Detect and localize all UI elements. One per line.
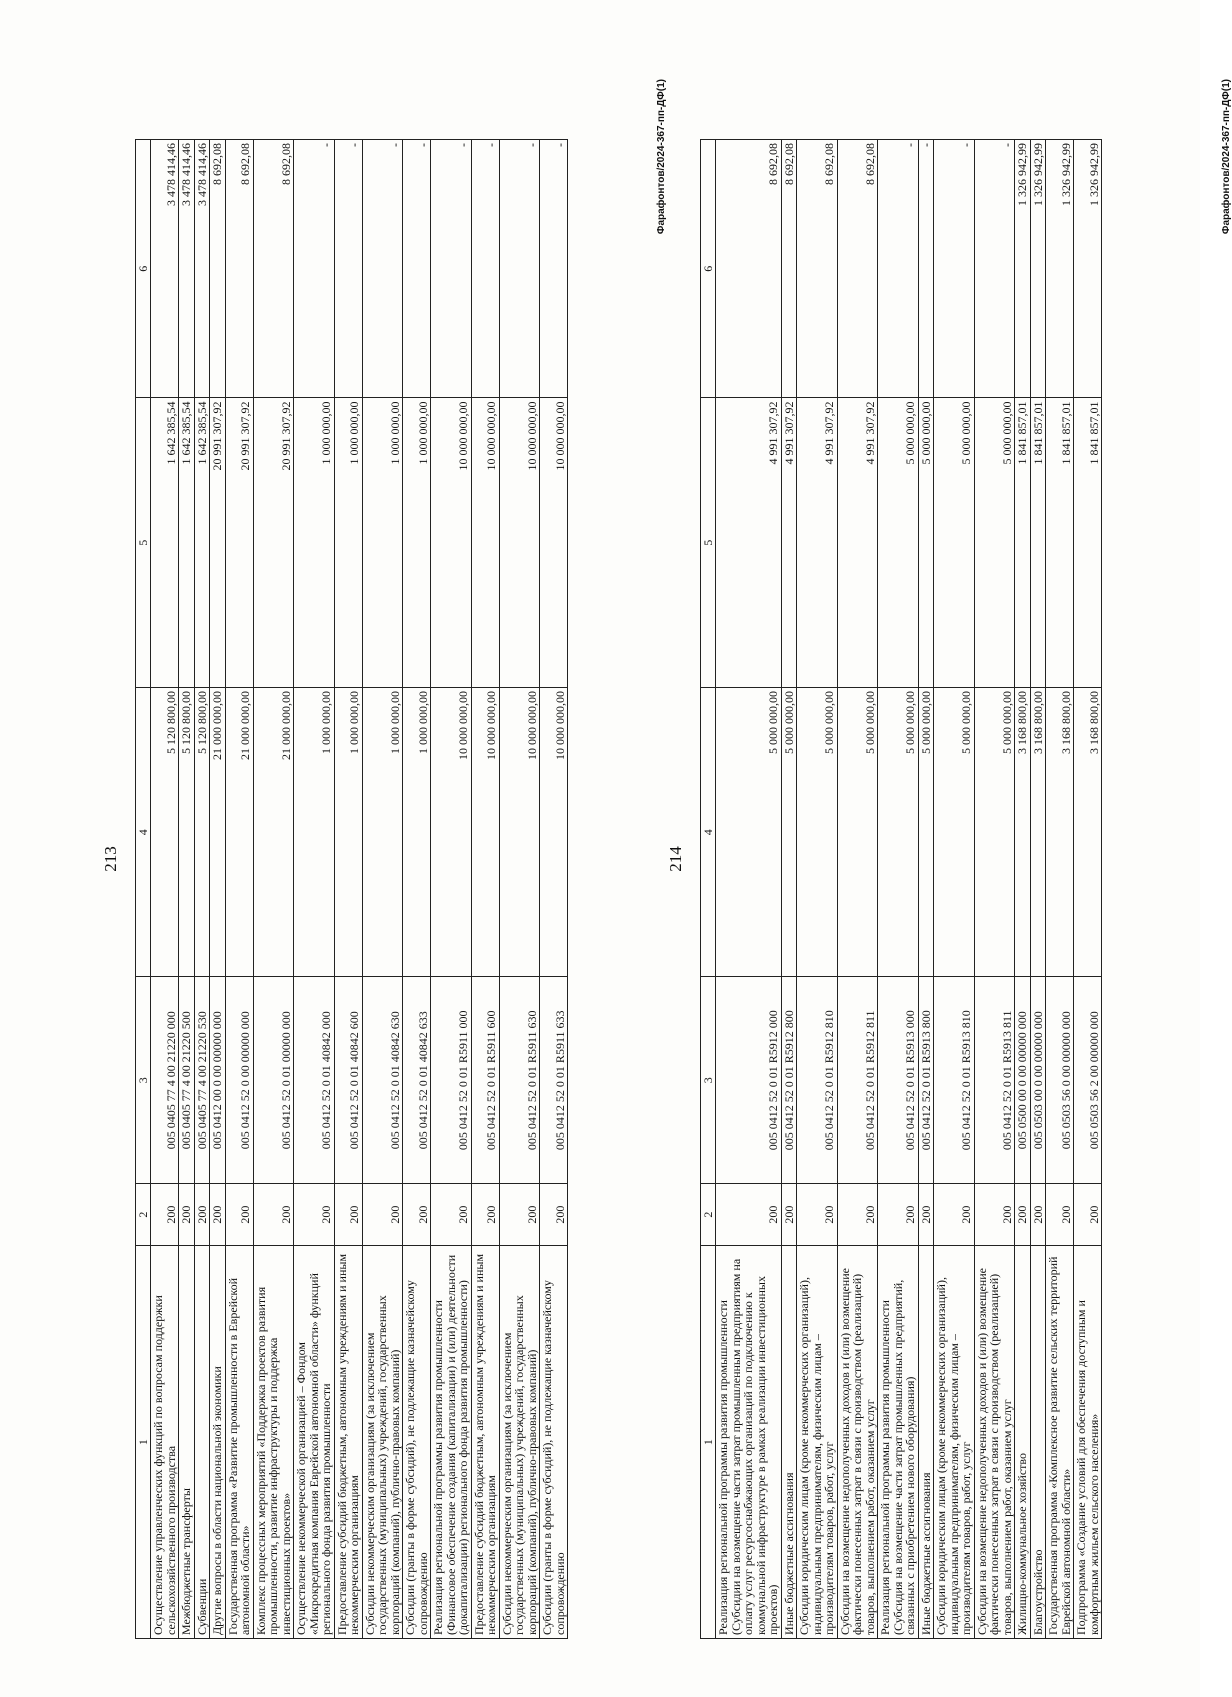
row-kbk-cell: 005 0412 52 0 01 R5912 800 — [781, 977, 797, 1184]
row-kbk-cell: 005 0412 52 0 01 R5913 000 — [878, 977, 919, 1184]
row-executed-cell: 4 991 307,92 — [716, 398, 782, 687]
row-executed-cell: 10 000 000,00 — [471, 398, 499, 687]
row-kbk-cell: 005 0405 77 4 00 21220 500 — [179, 977, 195, 1184]
row-name-cell: Субвенции — [194, 1246, 210, 1639]
budget-table — [135, 139, 568, 1639]
row-executed-cell: 4 991 307,92 — [781, 398, 797, 687]
row-remaining-cell: 8 692,08 — [716, 140, 782, 399]
row-code-cell: 200 — [151, 1184, 179, 1246]
row-name-cell: Благоустройство — [1030, 1246, 1046, 1639]
table-row — [362, 140, 403, 1639]
row-name-cell: Иные бюджетные ассигнования — [918, 1246, 934, 1639]
row-code-cell: 200 — [194, 1184, 210, 1246]
row-remaining-cell: 1 326 942,99 — [1074, 140, 1102, 399]
header-col-4: 4 — [136, 687, 151, 976]
table-row — [431, 140, 472, 1639]
row-approved-cell: 5 120 800,00 — [194, 687, 210, 976]
row-approved-cell: 3 168 800,00 — [1046, 687, 1074, 976]
row-remaining-cell: 8 692,08 — [781, 140, 797, 399]
row-code-cell: 200 — [225, 1184, 253, 1246]
row-remaining-cell: - — [540, 140, 568, 399]
row-approved-cell: 5 000 000,00 — [934, 687, 975, 976]
page-214 — [660, 0, 1232, 1697]
row-name-cell: Осуществление управленческих функций по вопросам поддержки сельскохозяйственного производства — [151, 1246, 179, 1639]
row-name-cell: Другие вопросы в области национальной экономики — [210, 1246, 226, 1639]
row-executed-cell: 10 000 000,00 — [540, 398, 568, 687]
row-code-cell: 200 — [716, 1184, 782, 1246]
row-remaining-cell: - — [431, 140, 472, 399]
row-code-cell: 200 — [431, 1184, 472, 1246]
document-footer: Фарафонтов/2024-367-пп-ДФ(1) — [656, 79, 667, 235]
row-kbk-cell: 005 0412 52 0 01 R5911 600 — [471, 977, 499, 1184]
row-executed-cell: 1 642 385,54 — [194, 398, 210, 687]
header-col-6: 6 — [136, 140, 151, 399]
row-executed-cell: 1 841 857,01 — [1030, 398, 1046, 687]
row-approved-cell: 5 000 000,00 — [878, 687, 919, 976]
row-remaining-cell: - — [878, 140, 919, 399]
row-remaining-cell: - — [403, 140, 431, 399]
row-executed-cell: 1 642 385,54 — [179, 398, 195, 687]
row-kbk-cell: 005 0412 52 0 01 R5913 811 — [974, 977, 1015, 1184]
row-kbk-cell: 005 0412 52 0 01 R5912 000 — [716, 977, 782, 1184]
row-executed-cell: 4 991 307,92 — [837, 398, 878, 687]
row-remaining-cell: - — [499, 140, 540, 399]
row-kbk-cell: 005 0405 77 4 00 21220 000 — [151, 977, 179, 1184]
row-name-cell: Подпрограмма «Создание условий для обеспечения доступным и комфортным жильем сельского населения» — [1074, 1246, 1102, 1639]
header-col-1: 1 — [701, 1246, 716, 1639]
row-remaining-cell: 8 692,08 — [210, 140, 226, 399]
row-approved-cell: 10 000 000,00 — [431, 687, 472, 976]
header-col-6: 6 — [701, 140, 716, 399]
row-remaining-cell: 8 692,08 — [225, 140, 253, 399]
row-executed-cell: 1 841 857,01 — [1046, 398, 1074, 687]
row-code-cell: 200 — [362, 1184, 403, 1246]
row-code-cell: 200 — [1030, 1184, 1046, 1246]
row-approved-cell: 3 168 800,00 — [1030, 687, 1046, 976]
row-approved-cell: 1 000 000,00 — [334, 687, 362, 976]
document-footer: Фарафонтов/2024-367-пп-ДФ(1) — [1221, 79, 1232, 235]
table-row — [934, 140, 975, 1639]
row-remaining-cell: 8 692,08 — [837, 140, 878, 399]
table-row — [294, 140, 335, 1639]
row-remaining-cell: 1 326 942,99 — [1015, 140, 1031, 399]
row-name-cell: Осуществление некоммерческой организацией – Фондом «Микрокредитная компания Еврейской автономной области» функций регионального фонда развития промышленности — [294, 1246, 335, 1639]
row-executed-cell: 1 642 385,54 — [151, 398, 179, 687]
row-code-cell: 200 — [471, 1184, 499, 1246]
row-approved-cell: 5 120 800,00 — [151, 687, 179, 976]
row-code-cell: 200 — [1046, 1184, 1074, 1246]
page-number: 213 — [101, 846, 120, 872]
page-content — [660, 79, 1232, 1639]
row-code-cell: 200 — [934, 1184, 975, 1246]
table-row — [179, 140, 195, 1639]
table-row — [253, 140, 294, 1639]
row-kbk-cell: 005 0412 52 0 01 40842 600 — [334, 977, 362, 1184]
table-row — [194, 140, 210, 1639]
page-number: 214 — [666, 846, 685, 872]
row-name-cell: Комплекс процессных мероприятий «Поддержка проектов развития промышленности, развитие инфраструктуры и поддержка инвестиционных проектов» — [253, 1246, 294, 1639]
row-code-cell: 200 — [499, 1184, 540, 1246]
header-row — [136, 140, 151, 1639]
row-name-cell: Субсидии юридическим лицам (кроме некоммерческих организаций), индивидуальным предпринимателям, физическим лицам – производителям товаров, работ, услуг — [934, 1246, 975, 1639]
row-name-cell: Субсидии некоммерческим организациям (за исключением государственных (муниципальных) учреждений, государственных корпораций (компаний), публично-правовых компаний) — [499, 1246, 540, 1639]
row-kbk-cell: 005 0412 00 0 00 00000 000 — [210, 977, 226, 1184]
table-row — [334, 140, 362, 1639]
row-name-cell: Межбюджетные трансферты — [179, 1246, 195, 1639]
row-name-cell: Жилищно-коммунальное хозяйство — [1015, 1246, 1031, 1639]
table-row — [499, 140, 540, 1639]
row-kbk-cell: 005 0412 52 0 01 40842 633 — [403, 977, 431, 1184]
row-remaining-cell: 8 692,08 — [797, 140, 838, 399]
table-row — [1030, 140, 1046, 1639]
row-name-cell: Предоставление субсидий бюджетным, автономным учреждениям и иным некоммерческим организациям — [471, 1246, 499, 1639]
budget-table — [700, 139, 1102, 1639]
row-executed-cell: 1 000 000,00 — [362, 398, 403, 687]
row-kbk-cell: 005 0503 56 2 00 00000 000 — [1074, 977, 1102, 1184]
row-executed-cell: 5 000 000,00 — [878, 398, 919, 687]
row-approved-cell: 5 000 000,00 — [797, 687, 838, 976]
row-name-cell: Реализация региональной программы развития промышленности (Субсидии на возмещение части затрат промышленным предприятиям на оплату услуг ресурсоснабжающих организаций по подключению к коммунальной инфраструктуре в рамках реализации инвестиционных проектов) — [716, 1246, 782, 1639]
row-approved-cell: 21 000 000,00 — [210, 687, 226, 976]
row-approved-cell: 5 000 000,00 — [918, 687, 934, 976]
row-remaining-cell: - — [362, 140, 403, 399]
row-executed-cell: 10 000 000,00 — [431, 398, 472, 687]
header-row — [701, 140, 716, 1639]
row-executed-cell: 4 991 307,92 — [797, 398, 838, 687]
table-row — [471, 140, 499, 1639]
table-row — [797, 140, 838, 1639]
row-remaining-cell: - — [471, 140, 499, 399]
row-code-cell: 200 — [179, 1184, 195, 1246]
header-col-4: 4 — [701, 687, 716, 976]
row-executed-cell: 1 841 857,01 — [1015, 398, 1031, 687]
row-code-cell: 200 — [1074, 1184, 1102, 1246]
row-approved-cell: 5 000 000,00 — [781, 687, 797, 976]
row-remaining-cell: 3 478 414,46 — [179, 140, 195, 399]
row-name-cell: Субсидии на возмещение недополученных доходов и (или) возмещение фактически понесенных затрат в связи с производством (реализацией) товаров, выполнением работ, оказанием услуг — [974, 1246, 1015, 1639]
row-code-cell: 200 — [797, 1184, 838, 1246]
table-row — [781, 140, 797, 1639]
header-col-3: 3 — [701, 977, 716, 1184]
page-content — [95, 79, 667, 1639]
row-kbk-cell: 005 0412 52 0 01 R5913 800 — [918, 977, 934, 1184]
table-row — [403, 140, 431, 1639]
header-col-2: 2 — [701, 1184, 716, 1246]
row-code-cell: 200 — [878, 1184, 919, 1246]
header-col-5: 5 — [136, 398, 151, 687]
row-approved-cell: 3 168 800,00 — [1074, 687, 1102, 976]
row-kbk-cell: 005 0412 52 0 01 R5912 810 — [797, 977, 838, 1184]
row-approved-cell: 21 000 000,00 — [253, 687, 294, 976]
row-executed-cell: 1 841 857,01 — [1074, 398, 1102, 687]
row-remaining-cell: 3 478 414,46 — [194, 140, 210, 399]
table-row — [540, 140, 568, 1639]
page-213 — [95, 0, 667, 1697]
row-approved-cell: 5 000 000,00 — [837, 687, 878, 976]
header-col-2: 2 — [136, 1184, 151, 1246]
row-remaining-cell: - — [934, 140, 975, 399]
row-kbk-cell: 005 0412 52 0 01 R5911 000 — [431, 977, 472, 1184]
row-name-cell: Реализация региональной программы развития промышленности (Финансовое обеспечение создания (капитализации) и (или) деятельности (докапитализации) регионального фонда развития промышленности) — [431, 1246, 472, 1639]
row-approved-cell: 10 000 000,00 — [540, 687, 568, 976]
row-approved-cell: 1 000 000,00 — [294, 687, 335, 976]
row-name-cell: Государственная программа «Развитие промышленности в Еврейской автономной области» — [225, 1246, 253, 1639]
row-name-cell: Субсидии юридическим лицам (кроме некоммерческих организаций), индивидуальным предпринимателям, физическим лицам – производителям товаров, работ, услуг — [797, 1246, 838, 1639]
row-remaining-cell: 3 478 414,46 — [151, 140, 179, 399]
row-executed-cell: 1 000 000,00 — [294, 398, 335, 687]
row-code-cell: 200 — [253, 1184, 294, 1246]
row-remaining-cell: - — [294, 140, 335, 399]
row-name-cell: Субсидии некоммерческим организациям (за исключением государственных (муниципальных) учреждений, государственных корпораций (компаний), публично-правовых компаний) — [362, 1246, 403, 1639]
row-approved-cell: 21 000 000,00 — [225, 687, 253, 976]
header-col-1: 1 — [136, 1246, 151, 1639]
row-remaining-cell: - — [974, 140, 1015, 399]
table-row — [1015, 140, 1031, 1639]
row-code-cell: 200 — [334, 1184, 362, 1246]
row-approved-cell: 5 120 800,00 — [179, 687, 195, 976]
row-executed-cell: 20 991 307,92 — [225, 398, 253, 687]
row-name-cell: Реализация региональной программы развития промышленности (Субсидия на возмещение части затрат промышленных предприятий, связанных с приобретением нового оборудования) — [878, 1246, 919, 1639]
row-code-cell: 200 — [918, 1184, 934, 1246]
row-code-cell: 200 — [210, 1184, 226, 1246]
row-kbk-cell: 005 0412 52 0 01 R5911 633 — [540, 977, 568, 1184]
row-code-cell: 200 — [974, 1184, 1015, 1246]
row-name-cell: Субсидии (гранты в форме субсидий), не подлежащие казначейскому сопровождению — [403, 1246, 431, 1639]
row-executed-cell: 20 991 307,92 — [253, 398, 294, 687]
row-remaining-cell: - — [334, 140, 362, 399]
table-row — [151, 140, 179, 1639]
row-name-cell: Иные бюджетные ассигнования — [781, 1246, 797, 1639]
row-code-cell: 200 — [837, 1184, 878, 1246]
table-row — [716, 140, 782, 1639]
table-row — [1046, 140, 1074, 1639]
row-executed-cell: 10 000 000,00 — [499, 398, 540, 687]
table-row — [878, 140, 919, 1639]
row-remaining-cell: 1 326 942,99 — [1046, 140, 1074, 399]
row-executed-cell: 20 991 307,92 — [210, 398, 226, 687]
row-name-cell: Предоставление субсидий бюджетным, автономным учреждениям и иным некоммерческим организациям — [334, 1246, 362, 1639]
row-remaining-cell: 1 326 942,99 — [1030, 140, 1046, 399]
row-approved-cell: 10 000 000,00 — [499, 687, 540, 976]
row-approved-cell: 10 000 000,00 — [471, 687, 499, 976]
row-executed-cell: 5 000 000,00 — [934, 398, 975, 687]
table-row — [918, 140, 934, 1639]
row-code-cell: 200 — [294, 1184, 335, 1246]
row-name-cell: Государственная программа «Комплексное развитие сельских территорий Еврейской автономной области» — [1046, 1246, 1074, 1639]
row-approved-cell: 1 000 000,00 — [362, 687, 403, 976]
row-executed-cell: 5 000 000,00 — [918, 398, 934, 687]
row-name-cell: Субсидии на возмещение недополученных доходов и (или) возмещение фактически понесенных затрат в связи с производством (реализацией) товаров, выполнением работ, оказанием услуг — [837, 1246, 878, 1639]
table-row — [210, 140, 226, 1639]
table-row — [1074, 140, 1102, 1639]
header-col-5: 5 — [701, 398, 716, 687]
row-kbk-cell: 005 0412 52 0 01 R5913 810 — [934, 977, 975, 1184]
row-kbk-cell: 005 0503 00 0 00 00000 000 — [1030, 977, 1046, 1184]
header-col-3: 3 — [136, 977, 151, 1184]
table-row — [974, 140, 1015, 1639]
row-kbk-cell: 005 0412 52 0 01 40842 630 — [362, 977, 403, 1184]
row-remaining-cell: - — [918, 140, 934, 399]
row-kbk-cell: 005 0503 56 0 00 00000 000 — [1046, 977, 1074, 1184]
table-row — [837, 140, 878, 1639]
row-approved-cell: 5 000 000,00 — [974, 687, 1015, 976]
row-kbk-cell: 005 0412 52 0 01 R5912 811 — [837, 977, 878, 1184]
row-code-cell: 200 — [403, 1184, 431, 1246]
row-name-cell: Субсидии (гранты в форме субсидий), не подлежащие казначейскому сопровождению — [540, 1246, 568, 1639]
row-code-cell: 200 — [540, 1184, 568, 1246]
row-approved-cell: 1 000 000,00 — [403, 687, 431, 976]
row-approved-cell: 3 168 800,00 — [1015, 687, 1031, 976]
row-kbk-cell: 005 0412 52 0 01 40842 000 — [294, 977, 335, 1184]
row-code-cell: 200 — [781, 1184, 797, 1246]
row-executed-cell: 1 000 000,00 — [334, 398, 362, 687]
row-executed-cell: 1 000 000,00 — [403, 398, 431, 687]
row-remaining-cell: 8 692,08 — [253, 140, 294, 399]
row-kbk-cell: 005 0412 52 0 01 R5911 630 — [499, 977, 540, 1184]
row-kbk-cell: 005 0412 52 0 00 00000 000 — [225, 977, 253, 1184]
table-row — [225, 140, 253, 1639]
row-code-cell: 200 — [1015, 1184, 1031, 1246]
row-approved-cell: 5 000 000,00 — [716, 687, 782, 976]
row-kbk-cell: 005 0412 52 0 01 00000 000 — [253, 977, 294, 1184]
row-kbk-cell: 005 0405 77 4 00 21220 530 — [194, 977, 210, 1184]
row-kbk-cell: 005 0500 00 0 00 00000 000 — [1015, 977, 1031, 1184]
row-executed-cell: 5 000 000,00 — [974, 398, 1015, 687]
